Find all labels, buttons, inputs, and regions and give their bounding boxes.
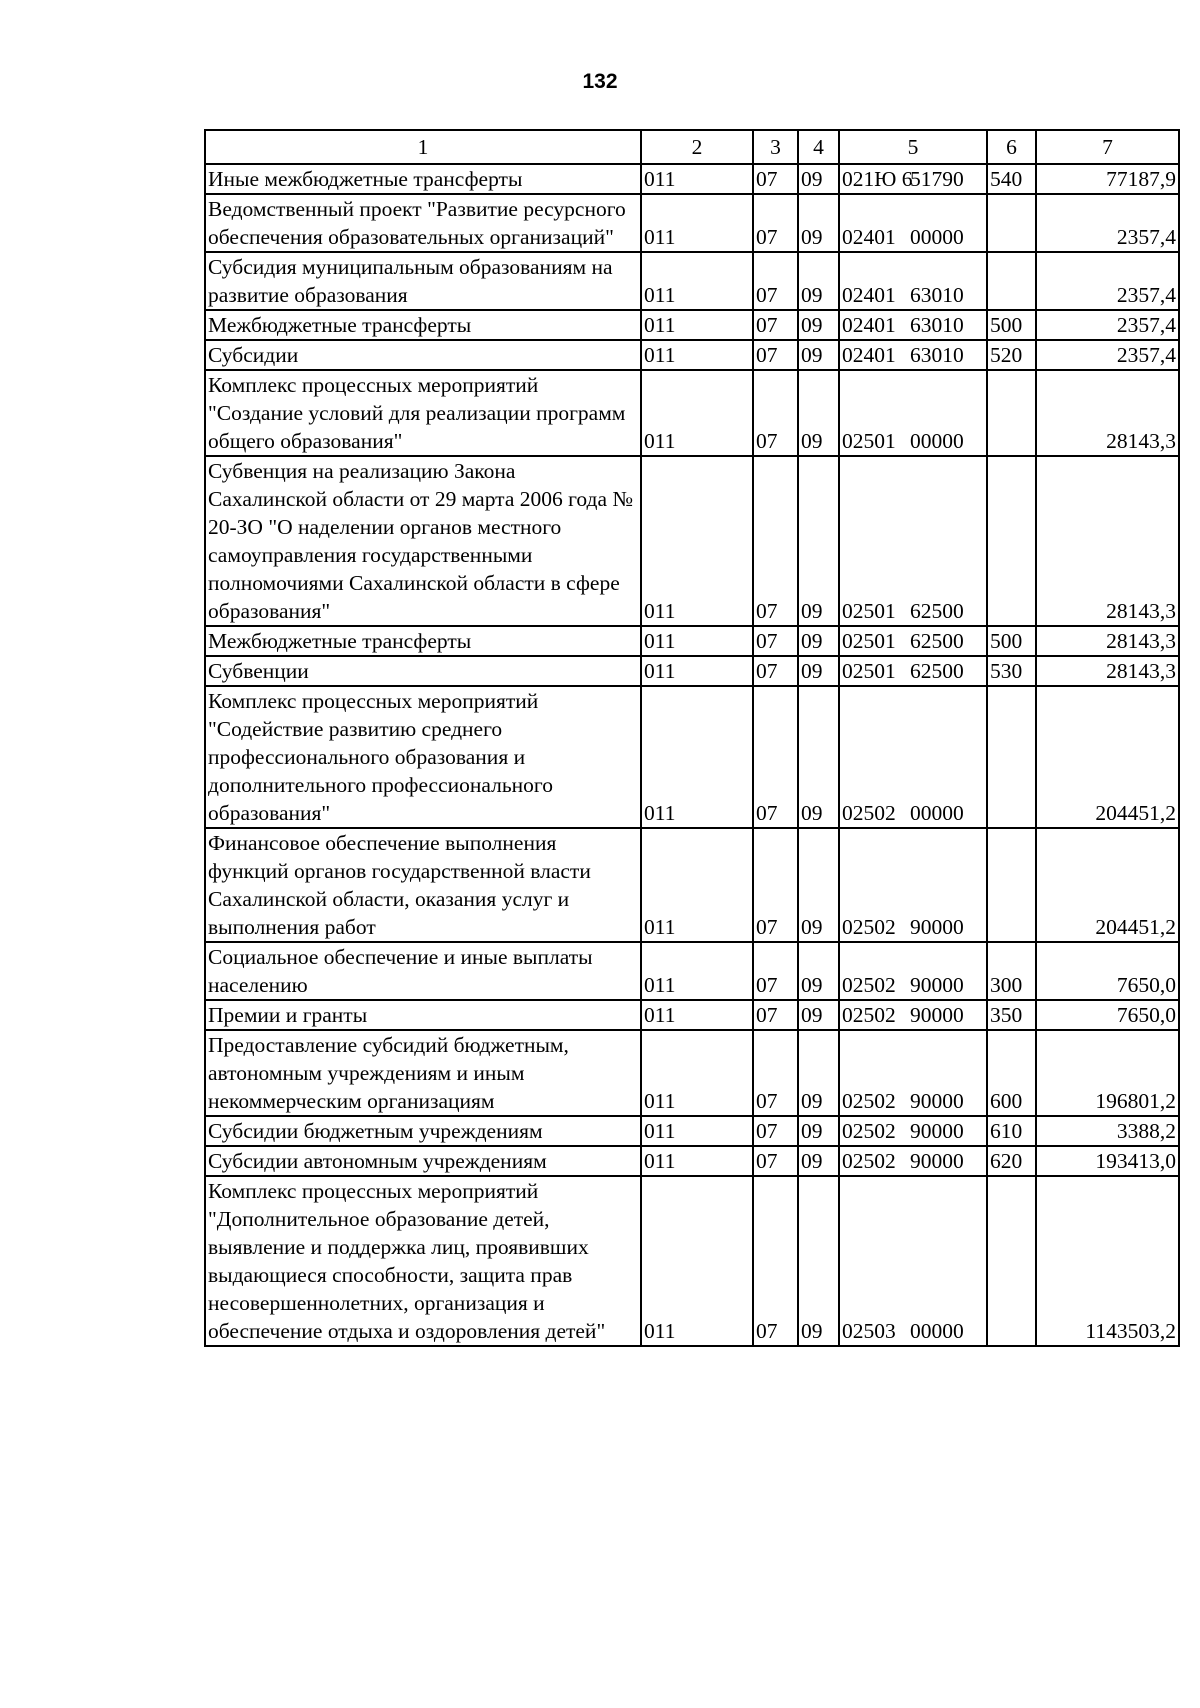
row-name-cell: Межбюджетные трансферты (205, 310, 641, 340)
target-article-direction-code: 62500 (910, 629, 964, 653)
row-name-cell: Предоставление субсидий бюджетным, автономным учреждениям и иным некоммерческим организациям (205, 1030, 641, 1116)
target-article-direction-code: 00000 (910, 225, 964, 249)
column-header: 3 (753, 130, 798, 164)
target-article-direction-code: 90000 (910, 1089, 964, 1113)
expense-type-cell: 530 (987, 656, 1036, 686)
admin-code-cell: 011 (641, 340, 753, 370)
target-article-program-code: 02401 (842, 313, 896, 337)
amount-cell: 193413,0 (1036, 1146, 1179, 1176)
table-row (205, 164, 1179, 194)
admin-code-cell: 011 (641, 456, 753, 626)
expense-type-cell: 300 (987, 942, 1036, 1000)
row-name-cell: Премии и гранты (205, 1000, 641, 1030)
subsection-code-cell: 09 (798, 1116, 839, 1146)
target-article-cell (839, 626, 987, 656)
row-name-cell: Субвенция на реализацию Закона Сахалинской области от 29 марта 2006 года № 20-ЗО "О наделении органов местного самоуправления государственными полномочиями Сахалинской области в сфере образования" (205, 456, 641, 626)
target-article-direction-code: 90000 (910, 1149, 964, 1173)
amount-cell: 7650,0 (1036, 942, 1179, 1000)
admin-code-cell: 011 (641, 942, 753, 1000)
expense-type-cell (987, 456, 1036, 626)
subsection-code-cell: 09 (798, 252, 839, 310)
target-article-program-code: 02501 (842, 599, 896, 623)
target-article-direction-code: 63010 (910, 343, 964, 367)
target-article-cell (839, 1146, 987, 1176)
expense-type-cell (987, 370, 1036, 456)
target-article-direction-code: 62500 (910, 659, 964, 683)
admin-code-cell: 011 (641, 1176, 753, 1346)
subsection-code-cell: 09 (798, 370, 839, 456)
target-article-cell (839, 656, 987, 686)
column-header: 7 (1036, 130, 1179, 164)
target-article-program-code: 02502 (842, 1003, 896, 1027)
section-code-cell: 07 (753, 828, 798, 942)
amount-cell: 28143,3 (1036, 626, 1179, 656)
expense-type-cell: 500 (987, 310, 1036, 340)
admin-code-cell: 011 (641, 1030, 753, 1116)
target-article-program-code: 02502 (842, 801, 896, 825)
target-article-direction-code: 00000 (910, 801, 964, 825)
subsection-code-cell: 09 (798, 1000, 839, 1030)
table-row (205, 310, 1179, 340)
row-name-cell: Иные межбюджетные трансферты (205, 164, 641, 194)
target-article-direction-code: 90000 (910, 1003, 964, 1027)
amount-cell: 3388,2 (1036, 1116, 1179, 1146)
column-header: 2 (641, 130, 753, 164)
amount-cell: 2357,4 (1036, 252, 1179, 310)
subsection-code-cell: 09 (798, 456, 839, 626)
target-article-direction-code: 90000 (910, 973, 964, 997)
section-code-cell: 07 (753, 1116, 798, 1146)
target-article-program-code: 02502 (842, 915, 896, 939)
table-row (205, 1146, 1179, 1176)
subsection-code-cell: 09 (798, 1176, 839, 1346)
target-article-direction-code: 90000 (910, 1119, 964, 1143)
budget-table (204, 129, 1180, 1347)
amount-cell: 28143,3 (1036, 656, 1179, 686)
admin-code-cell: 011 (641, 1146, 753, 1176)
admin-code-cell: 011 (641, 194, 753, 252)
table-row (205, 828, 1179, 942)
table-body (205, 164, 1179, 1346)
amount-cell: 204451,2 (1036, 828, 1179, 942)
target-article-program-code: 02401 (842, 343, 896, 367)
table-row (205, 1116, 1179, 1146)
target-article-program-code: 02502 (842, 1089, 896, 1113)
table-row (205, 942, 1179, 1000)
target-article-cell (839, 828, 987, 942)
section-code-cell: 07 (753, 164, 798, 194)
section-code-cell: 07 (753, 686, 798, 828)
admin-code-cell: 011 (641, 310, 753, 340)
row-name-cell: Комплекс процессных мероприятий "Создание условий для реализации программ общего образования" (205, 370, 641, 456)
section-code-cell: 07 (753, 1000, 798, 1030)
row-name-cell: Субсидии автономным учреждениям (205, 1146, 641, 1176)
amount-cell: 28143,3 (1036, 370, 1179, 456)
row-name-cell: Комплекс процессных мероприятий "Дополнительное образование детей, выявление и поддержка лиц, проявивших выдающиеся способности, защита прав несовершеннолетних, организация и обеспечение отдыха и оздоровления детей" (205, 1176, 641, 1346)
target-article-cell (839, 340, 987, 370)
target-article-cell (839, 252, 987, 310)
expense-type-cell (987, 1176, 1036, 1346)
row-name-cell: Комплекс процессных мероприятий "Содействие развитию среднего профессионального образования и дополнительного профессионального образования" (205, 686, 641, 828)
table-row (205, 686, 1179, 828)
amount-cell: 204451,2 (1036, 686, 1179, 828)
admin-code-cell: 011 (641, 164, 753, 194)
subsection-code-cell: 09 (798, 828, 839, 942)
target-article-direction-code: 62500 (910, 599, 964, 623)
header-row (205, 130, 1179, 164)
expense-type-cell: 540 (987, 164, 1036, 194)
target-article-cell (839, 310, 987, 340)
target-article-cell (839, 370, 987, 456)
subsection-code-cell: 09 (798, 1030, 839, 1116)
target-article-direction-code: 00000 (910, 429, 964, 453)
target-article-cell (839, 194, 987, 252)
table-row (205, 456, 1179, 626)
target-article-program-code: 021Ю 6 (842, 167, 913, 191)
row-name-cell: Межбюджетные трансферты (205, 626, 641, 656)
expense-type-cell (987, 828, 1036, 942)
section-code-cell: 07 (753, 1146, 798, 1176)
amount-cell: 2357,4 (1036, 194, 1179, 252)
target-article-cell (839, 1116, 987, 1146)
table-row (205, 1030, 1179, 1116)
section-code-cell: 07 (753, 1176, 798, 1346)
subsection-code-cell: 09 (798, 194, 839, 252)
table-row (205, 194, 1179, 252)
subsection-code-cell: 09 (798, 942, 839, 1000)
expense-type-cell (987, 686, 1036, 828)
row-name-cell: Социальное обеспечение и иные выплаты населению (205, 942, 641, 1000)
amount-cell: 1143503,2 (1036, 1176, 1179, 1346)
column-header: 5 (839, 130, 987, 164)
section-code-cell: 07 (753, 942, 798, 1000)
target-article-program-code: 02502 (842, 973, 896, 997)
expense-type-cell: 600 (987, 1030, 1036, 1116)
row-name-cell: Субвенции (205, 656, 641, 686)
section-code-cell: 07 (753, 456, 798, 626)
target-article-direction-code: 51790 (910, 167, 964, 191)
column-header: 6 (987, 130, 1036, 164)
row-name-cell: Субсидии бюджетным учреждениям (205, 1116, 641, 1146)
expense-type-cell: 350 (987, 1000, 1036, 1030)
admin-code-cell: 011 (641, 1116, 753, 1146)
subsection-code-cell: 09 (798, 626, 839, 656)
row-name-cell: Финансовое обеспечение выполнения функций органов государственной власти Сахалинской области, оказания услуг и выполнения работ (205, 828, 641, 942)
target-article-program-code: 02501 (842, 629, 896, 653)
section-code-cell: 07 (753, 656, 798, 686)
row-name-cell: Субсидия муниципальным образованиям на развитие образования (205, 252, 641, 310)
target-article-program-code: 02502 (842, 1119, 896, 1143)
admin-code-cell: 011 (641, 252, 753, 310)
admin-code-cell: 011 (641, 656, 753, 686)
target-article-cell (839, 456, 987, 626)
admin-code-cell: 011 (641, 828, 753, 942)
amount-cell: 7650,0 (1036, 1000, 1179, 1030)
target-article-program-code: 02401 (842, 283, 896, 307)
subsection-code-cell: 09 (798, 310, 839, 340)
table-row (205, 370, 1179, 456)
target-article-cell (839, 1030, 987, 1116)
section-code-cell: 07 (753, 252, 798, 310)
target-article-cell (839, 1176, 987, 1346)
target-article-direction-code: 63010 (910, 313, 964, 337)
amount-cell: 77187,9 (1036, 164, 1179, 194)
admin-code-cell: 011 (641, 626, 753, 656)
table-row (205, 626, 1179, 656)
subsection-code-cell: 09 (798, 340, 839, 370)
expense-type-cell: 620 (987, 1146, 1036, 1176)
target-article-direction-code: 00000 (910, 1319, 964, 1343)
admin-code-cell: 011 (641, 686, 753, 828)
subsection-code-cell: 09 (798, 164, 839, 194)
subsection-code-cell: 09 (798, 1146, 839, 1176)
expense-type-cell (987, 194, 1036, 252)
admin-code-cell: 011 (641, 370, 753, 456)
column-header: 1 (205, 130, 641, 164)
table-row (205, 656, 1179, 686)
target-article-program-code: 02501 (842, 429, 896, 453)
target-article-program-code: 02501 (842, 659, 896, 683)
expense-type-cell: 520 (987, 340, 1036, 370)
section-code-cell: 07 (753, 626, 798, 656)
expense-type-cell: 610 (987, 1116, 1036, 1146)
amount-cell: 196801,2 (1036, 1030, 1179, 1116)
target-article-program-code: 02502 (842, 1149, 896, 1173)
section-code-cell: 07 (753, 310, 798, 340)
table-row (205, 1176, 1179, 1346)
expense-type-cell (987, 252, 1036, 310)
target-article-program-code: 02401 (842, 225, 896, 249)
expense-type-cell: 500 (987, 626, 1036, 656)
admin-code-cell: 011 (641, 1000, 753, 1030)
target-article-direction-code: 63010 (910, 283, 964, 307)
table-row (205, 1000, 1179, 1030)
subsection-code-cell: 09 (798, 686, 839, 828)
amount-cell: 2357,4 (1036, 340, 1179, 370)
target-article-cell (839, 942, 987, 1000)
row-name-cell: Субсидии (205, 340, 641, 370)
target-article-direction-code: 90000 (910, 915, 964, 939)
subsection-code-cell: 09 (798, 656, 839, 686)
target-article-cell (839, 686, 987, 828)
target-article-program-code: 02503 (842, 1319, 896, 1343)
table-row (205, 252, 1179, 310)
section-code-cell: 07 (753, 370, 798, 456)
amount-cell: 2357,4 (1036, 310, 1179, 340)
table-row (205, 340, 1179, 370)
section-code-cell: 07 (753, 194, 798, 252)
page-number: 132 (582, 70, 618, 93)
row-name-cell: Ведомственный проект "Развитие ресурсного обеспечения образовательных организаций" (205, 194, 641, 252)
section-code-cell: 07 (753, 1030, 798, 1116)
section-code-cell: 07 (753, 340, 798, 370)
target-article-cell (839, 1000, 987, 1030)
column-header: 4 (798, 130, 839, 164)
target-article-cell (839, 164, 987, 194)
amount-cell: 28143,3 (1036, 456, 1179, 626)
